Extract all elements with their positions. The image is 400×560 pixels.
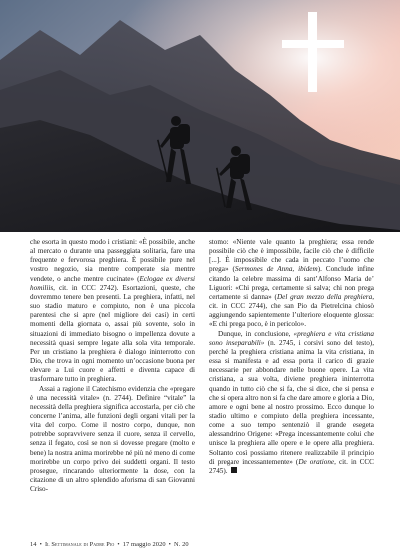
journal-title: Il Settimanale di Padre Pio: [44, 541, 115, 548]
text-run: , cit. in CCC 2744), che san Pio da Pietrelcina chiosò aggiungendo sapientemente l’ulteriore eloquente glossa: «E chi prega poco, è in pericolo».: [209, 292, 374, 329]
issue-date: 17 maggio 2020: [122, 541, 166, 548]
text-run: (n. 2745, i corsivi sono del testo), perché la preghiera cristiana anima la vita cristiana, in essa si manifesta e ad essa porta il carico di grazie necessarie per abbondare nelle buone opere. La vita cristiana, a sua volta, diviene preghiera ininterrotta quando in tutto ciò che si fa, che si dice, che si pensa e che si opera altro non si fa che dare amore e gloria a Dio, amore e ogni bene al nostro prossimo. Ecco dunque lo stadio ultimo e compiuto della preghiera incessante, come a suo tempo sentenziò il grande esegeta alessandrino Origene: «Prega incessantemente colui che unisce la preghiera alle opere e le opere alla preghiera. Soltanto così possiamo ritenere realizzabile il principio di pregare incessantemente» (: [209, 338, 374, 466]
photo-illustration: [0, 0, 400, 232]
page-footer: [30, 541, 189, 548]
page-number: 14: [30, 541, 37, 548]
paragraph-continued: [30, 238, 195, 385]
text-run: , cit. in CCC 2742). Esortazioni, queste, che dovremmo tenere ben presenti. La preghiera, infatti, nel suo stadio maturo e compiuto, non è una piccola parentesi che si apre (nel migliore dei casi) in certi momenti della giornata o, assai più sovente, solo in situazioni di immediato bisogno o impellenza dovute a necessità quasi sempre legate alla sola vita temporale. Per un cristiano la preghiera è dialogo ininterrotto con Dio, che trova in ogni momento un’occasione buona per elevare a Lui cuore e affetti e diventa capace di trasformare tutto in preghiera.: [30, 283, 195, 384]
footer-separator: •: [39, 541, 42, 548]
text-run: stomo: «Niente vale quanto la preghiera; essa rende possibile ciò che è impossibile, facile ciò che è difficile [...]. È impossibile che cada in peccato l’uomo che prega» (: [209, 238, 374, 274]
paragraph: [209, 330, 374, 477]
mountain-hikers-with-cross-photo: [0, 0, 400, 232]
end-of-article-square-icon: [231, 467, 237, 473]
text-run: , cit. in CCC 2745).: [209, 457, 374, 475]
article-body: [30, 238, 374, 534]
italic-text: Del gran mezzo della preghiera: [276, 292, 373, 301]
text-run: Assai a ragione il Catechismo evidenzia che «pregare è una necessità vitale» (n. 2744). Definire “vitale” la necessità della preghiera significa accostarla, per ciò che concerne l’anima, alle funzioni degli organi vitali per la vita del corpo. Come il nostro corpo, dunque, non potrebbe sopravvivere senza il cuore, senza il cervello, senza il fegato, così se non si dovesse pregare (molto e bene) la nostra anima morirebbe né più né meno di come morirebbe un corpo privo dei suddetti organi. Il testo prosegue, rincarando ulteriormente la dose, con la citazione di un altro splendido aforisma di san Giovanni Criso-: [30, 384, 195, 494]
italic-text: Sermones de Anna, ibidem: [234, 265, 318, 274]
italic-text: «preghiera e vita cristiana sono inseparabili»: [209, 329, 374, 347]
article-column-left: [30, 238, 195, 534]
footer-separator: •: [168, 541, 171, 548]
article-column-right: [209, 238, 374, 534]
paragraph: [30, 385, 195, 495]
text-run: ). Conclude infine citando la celebre massima di sant’Alfonso Maria de’ Liguori: «Chi prega, certamente si salva; chi non prega certamente si danna» (: [209, 265, 374, 301]
text-run: Dunque, in conclusione,: [218, 329, 294, 338]
italic-text: Eclogae ex diversi homiliis: [30, 274, 195, 292]
paragraph-continued: [209, 238, 374, 330]
footer-separator: •: [117, 541, 120, 548]
italic-text: De oratione: [298, 457, 335, 466]
text-run: che esorta in questo modo i cristiani: «È possibile, anche al mercato o durante una passeggiata solitaria, fare una frequente e fervorosa preghiera. È possibile pure nel vostro negozio, sia mentre comperate sia mentre vendete, o anche mentre cucinate» (: [30, 238, 195, 283]
issue-number: N. 20: [174, 541, 189, 548]
